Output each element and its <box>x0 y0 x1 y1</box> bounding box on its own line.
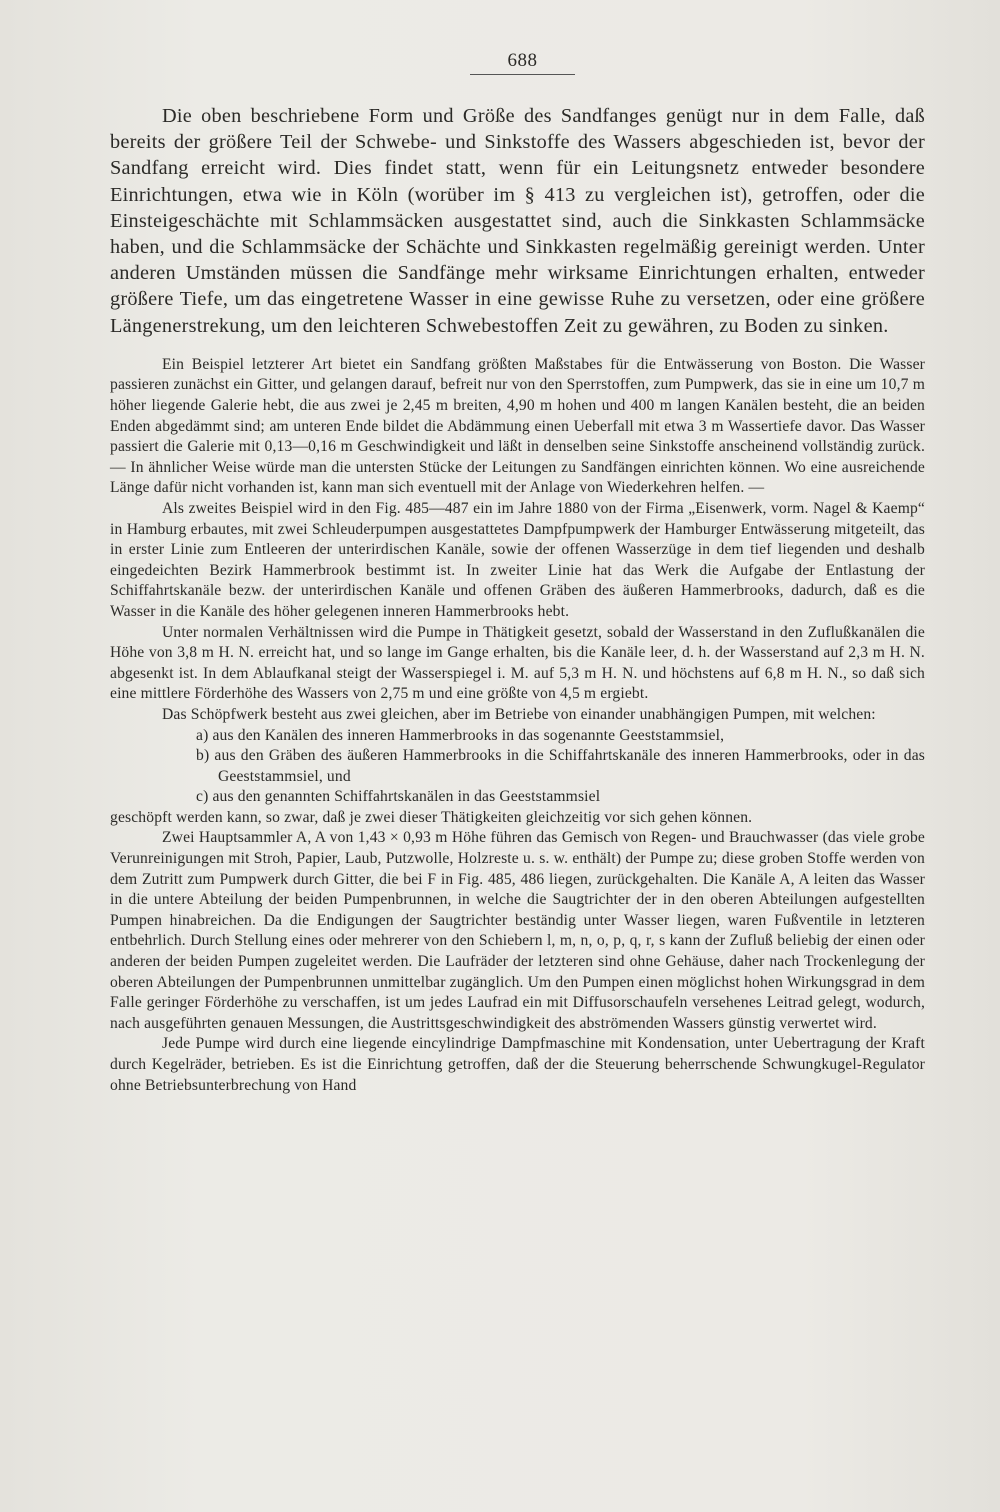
paragraph-normal-conditions: Unter normalen Verhältnissen wird die Pumpe in Thätigkeit gesetzt, sobald der Wasserstand in den Zuflußkanälen die Höhe von 3,8 m H. N. erreicht hat, und so lange im Gange erhalten, bis die Kanäle leer, d. h. der Wasserstand auf 2,3 m H. N. abgesenkt ist. In dem Ablaufkanal steigt der Wasserspiegel i. M. auf 5,3 m H. N. und höchstens auf 6,8 m H. N., so daß sich eine mittlere Förderhöhe des Wassers von 2,75 m und eine größte von 4,5 m ergiebt. <box>110 623 925 703</box>
paragraph-hamburg-example: Als zweites Beispiel wird in den Fig. 485—487 ein im Jahre 1880 von der Firma „Eisenwerk, vorm. Nagel & Kaemp“ in Hamburg erbautes, mit zwei Schleuderpumpen ausgestattetes Dampfpumpwerk der Hamburger Entwässerung mitgeteilt, das in erster Linie zum Entleeren der unterirdischen Kanäle, sowie der offenen Wasserzüge in dem tief liegenden und deshalb eingedeichten Bezirk Hammerbrook bestimmt ist. In zweiter Linie hat das Werk die Aufgabe der Entlastung der Schiffahrtskanäle bezw. der unterirdischen Kanäle und offenen Gräben des äußeren Hammerbrooks, dadurch, daß es die Wasser in die Kanäle des höher gelegenen inneren Hammerbrooks hebt. <box>110 499 925 620</box>
paragraph-sandfang: Die oben beschriebene Form und Größe des Sandfanges genügt nur in dem Falle, daß bereits der größere Teil der Schwebe- und Sinkstoffe des Wassers abgeschieden ist, bevor der Sandfang erreicht wird. Dies findet statt, wenn für ein Leitungsnetz entweder besondere Einrichtungen, etwa wie in Köln (worüber im § 413 zu vergleichen ist), getroffen, oder die Einsteigeschächte mit Schlammsäcken ausgestattet sind, auch die Sinkkasten Schlammsäcke haben, und die Schlammsäcke der Schächte und Sinkkasten regelmäßig gereinigt werden. Unter anderen Umständen müssen die Sandfänge mehr wirksame Einrichtungen erhalten, entweder größere Tiefe, um das eingetretene Wasser in eine gewisse Ruhe zu versetzen, oder eine größere Längenerstrekung, um den leichteren Schwebestoffen Zeit zu gewähren, zu Boden zu sinken. <box>110 105 925 337</box>
list-continuation: geschöpft werden kann, so zwar, daß je zwei dieser Thätigkeiten gleichzeitig vor sich gehen können. <box>110 808 753 826</box>
paragraph-dampfmaschine: Jede Pumpe wird durch eine liegende eincylindrige Dampfmaschine mit Kondensation, unter Uebertragung der Kraft durch Kegelräder, betrieben. Es ist die Einrichtung getroffen, daß der die Steuerung beherrschende Schwungkugel-Regulator ohne Betriebsunterbrechung von Hand <box>110 1035 925 1094</box>
list-item: b) aus den Gräben des äußeren Hammerbrooks in die Schiffahrtskanäle des inneren Hammerbrooks, oder in das Geeststammsiel, und <box>196 747 925 785</box>
paragraph-schoepfwerk: Das Schöpfwerk besteht aus zwei gleichen, aber im Betriebe von einander unabhängigen Pumpen, mit welchen: <box>162 705 876 723</box>
list-item: c) aus den genannten Schiffahrtskanälen in das Geeststammsiel <box>196 788 601 806</box>
paragraph-boston-example: Ein Beispiel letzterer Art bietet ein Sandfang größten Maßstabes für die Entwässerung von Boston. Die Wasser passieren zunächst ein Gitter, und gelangen darauf, befreit nur von den Sperrstoffen, zum Pumpwerk, das sie in eine um 10,7 m höher liegende Galerie hebt, die aus zwei je 2,45 m breiten, 4,90 m hohen und 400 m langen Kanälen besteht, die an beiden Enden abgedämmt sind; am unteren Ende bildet die Abdämmung einen Ueberfall mit etwa 3 m Wassertiefe davor. Das Wasser passiert die Galerie mit 0,13—0,16 m Geschwindigkeit und läßt in denselben seine Sinkstoffe anscheinend vollständig zurück. — In ähnlicher Weise würde man die untersten Stücke der Leitungen zu Sandfängen einrichten können. Wo eine ausreichende Länge dafür nicht vorhanden ist, kann man sich eventuell mit der Anlage von Wiederkehren helfen. — <box>110 355 925 497</box>
page-number: 688 <box>470 50 575 75</box>
pumping-options-list <box>110 726 925 808</box>
list-item: a) aus den Kanälen des inneren Hammerbrooks in das sogenannte Geeststammsiel, <box>196 726 725 744</box>
paragraph-hauptsammler: Zwei Hauptsammler A, A von 1,43 × 0,93 m Höhe führen das Gemisch von Regen- und Brauchwasser (das viele grobe Verunreinigungen mit Stroh, Papier, Laub, Putzwolle, Holzreste u. s. w. enthält) der Pumpe zu; diese groben Stoffe werden von dem Zutritt zum Pumpwerk durch Gitter, die bei F in Fig. 485, 486 liegen, zurückgehalten. Die Kanäle A, A leiten das Wasser in die untere Abteilung der beiden Pumpenbrunnen, in welche die Saugtrichter der in den oberen Abteilungen aufgestellten Pumpen hinabreichen. Da die Endigungen der Saugtrichter beständig unter Wasser liegen, waren Fußventile in letzteren entbehrlich. Durch Stellung eines oder mehrerer von den Schiebern l, m, n, o, p, q, r, s kann der Zufluß beliebig der einen oder anderen der beiden Pumpen zugeleitet werden. Die Laufräder der letzteren sind ohne Gehäuse, daher nach Trockenlegung der oberen Abteilungen der Pumpenbrunnen unmittelbar zugänglich. Um den Pumpen einen möglichst hohen Wirkungsgrad in dem Falle geringer Förderhöhe zu verschaffen, ist um jedes Laufrad ein mit Diffusorschaufeln versehenes Leitrad gelegt, wodurch, nach ausgeführten genauen Messungen, die Austrittsgeschwindigkeit des abströmenden Wassers günstig verwertet wird. <box>110 829 925 1032</box>
small-print-section <box>110 355 925 1096</box>
main-text-section <box>110 103 925 339</box>
page-body <box>110 103 925 1096</box>
